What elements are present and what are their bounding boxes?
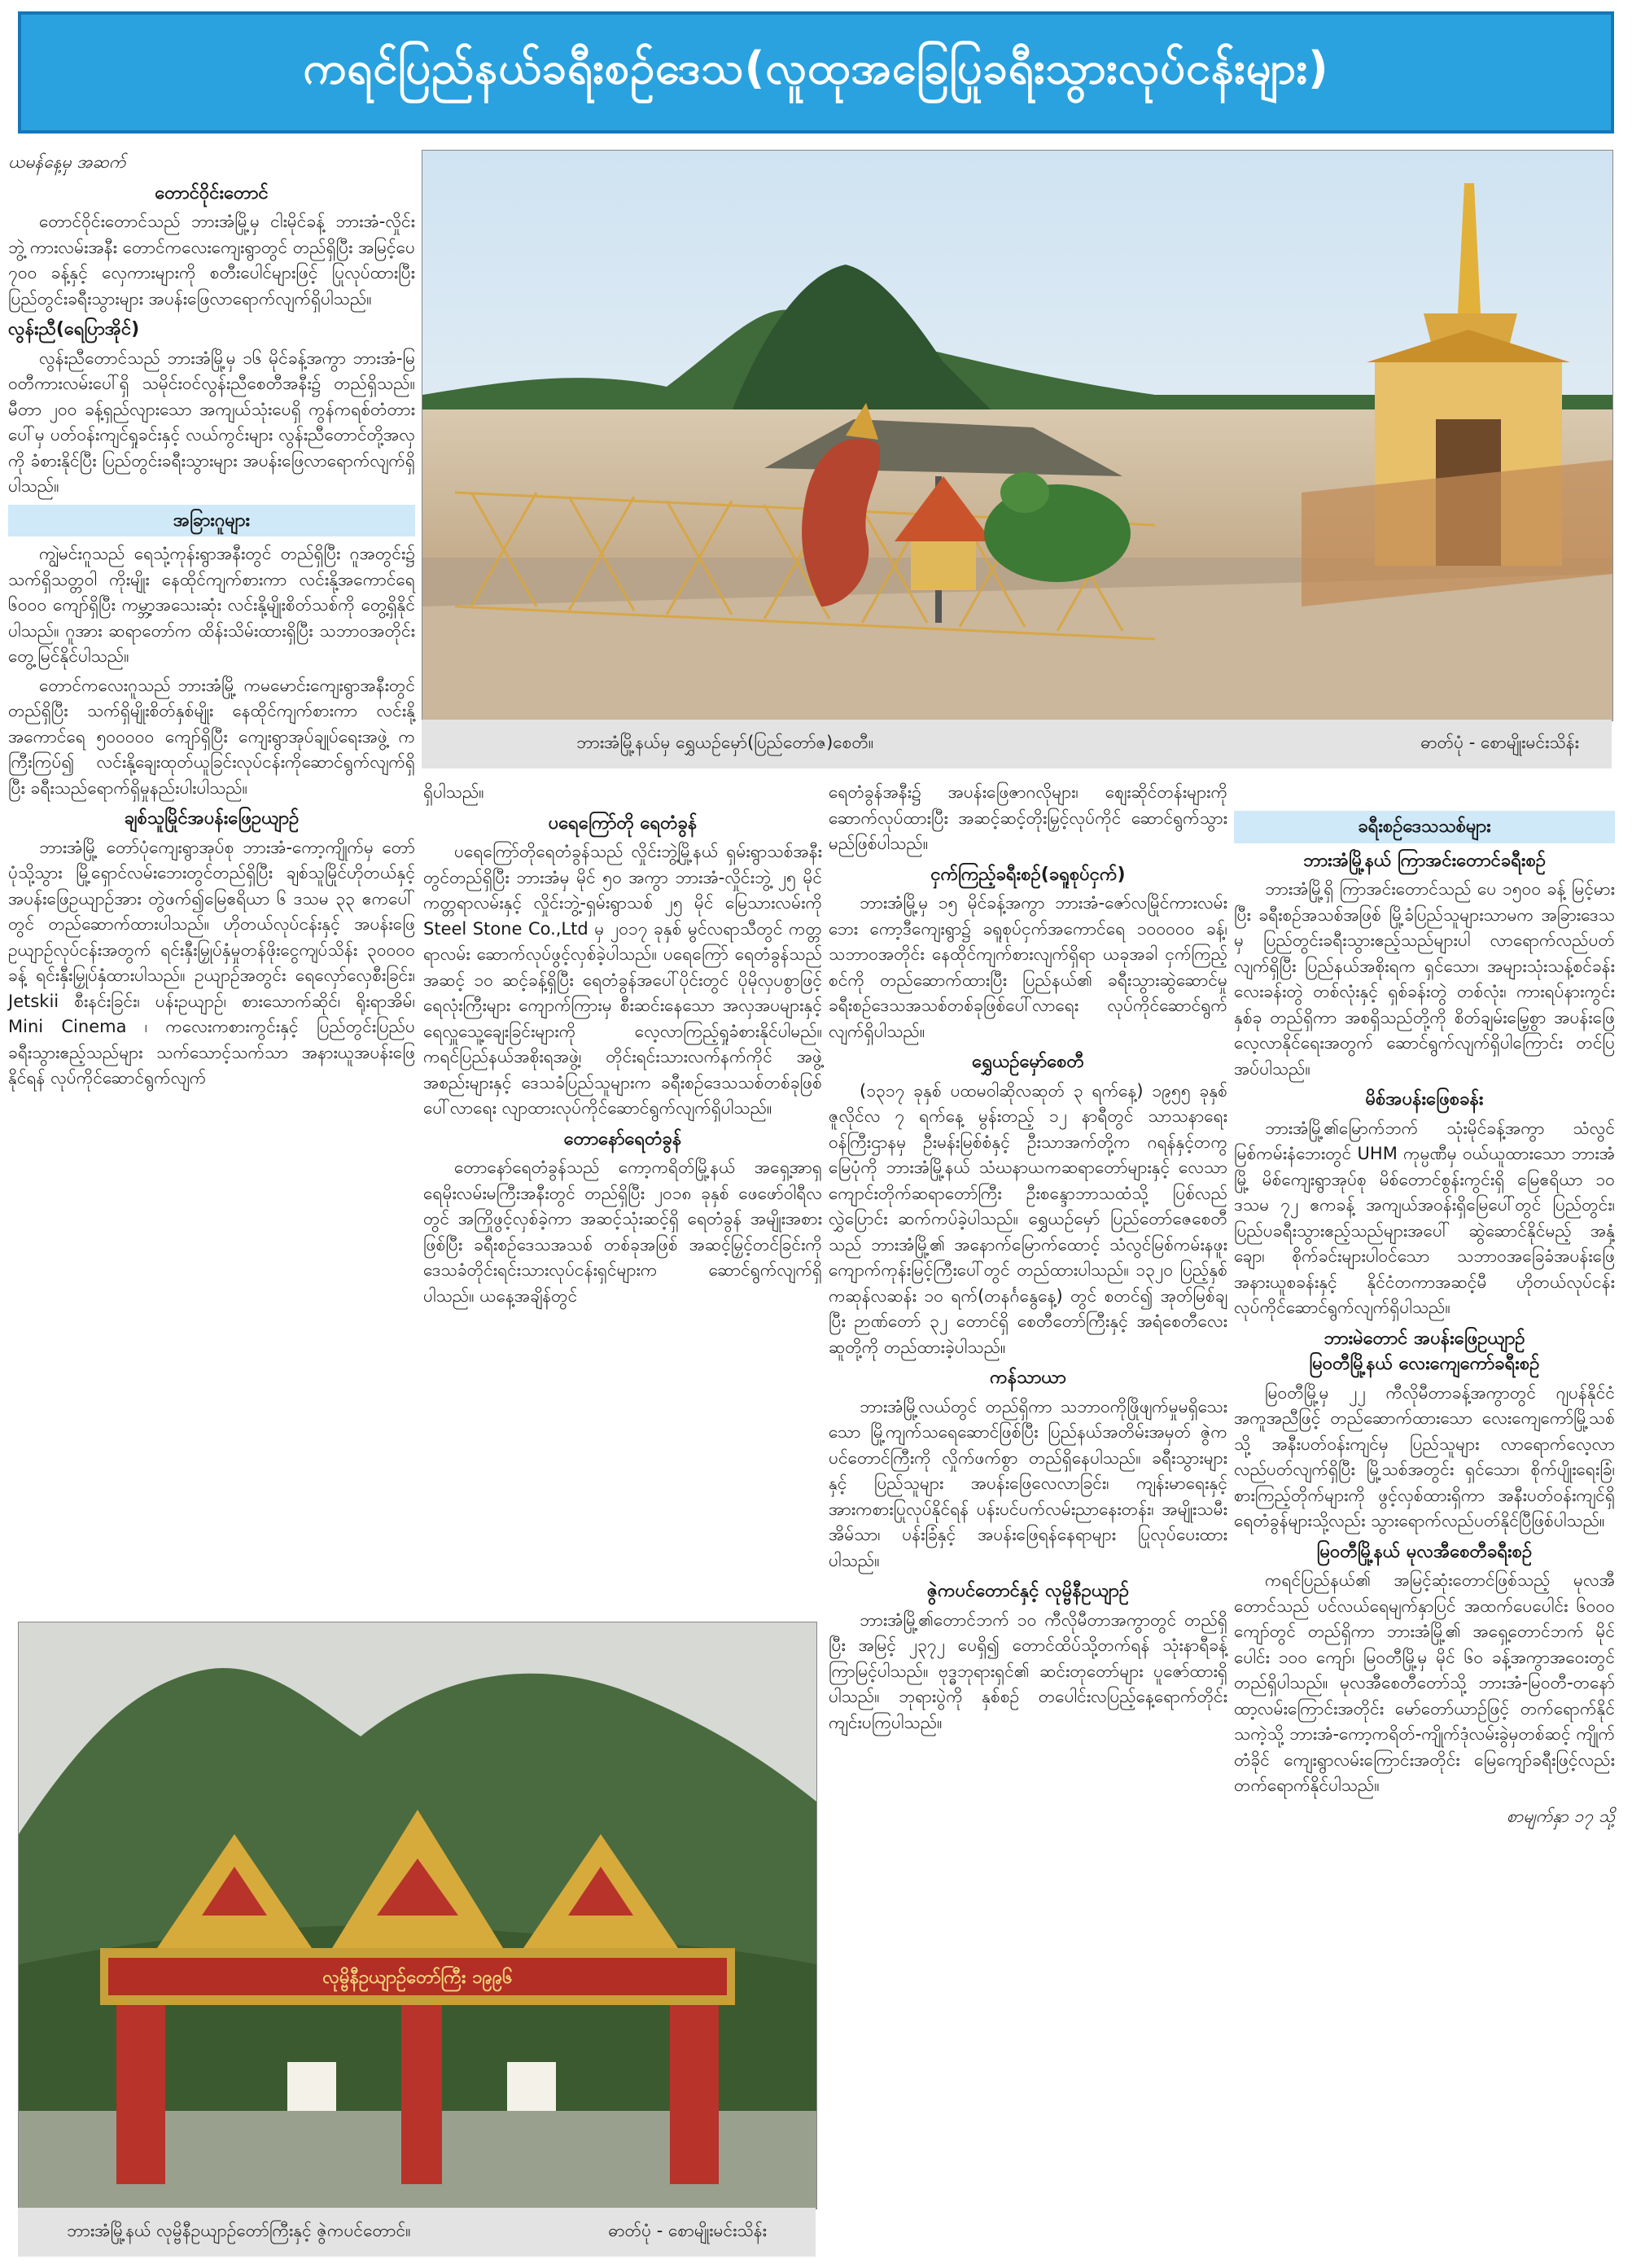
- paragraph: လွန်းညီတောင်သည် ဘားအံမြို့မှ ၁၆ မိုင်ခန့်အကွာ ဘားအံ-မြဝတီကားလမ်းပေါ်ရှိ သမိုင်းဝင်လွန်းညီစေတီအနီး၌ တည်ရှိသည်။ မီတာ ၂၀၀ ခန့်ရှည်လျားသော အကျယ်သုံးပေရှိ ကွန်ကရစ်တံတားပေါ်မှ ပတ်ဝန်းကျင်ရှုခင်းနှင့် လယ်ကွင်းများ လွန်းညီတောင်တို့အလှကို ခံစားနိုင်ပြီး ပြည်တွင်းခရီးသွားများ အပန်းဖြေလာရောက်လျက်ရှိပါသည်။: [8, 348, 415, 496]
- heading-myit: မိစ်အပန်းဖြေစခန်း: [1365, 1089, 1484, 1110]
- paragraph: ရေတံခွန်အနီး၌ အပန်းဖြေဇာဂလိုများ၊ စျေးဆိုင်တန်းများကို ဆောက်လုပ်ထားပြီး အဆင့်ဆင့်တိုးမြှင့်လုပ်ကိုင် ဆောင်ရွက်သွားမည်ဖြစ်ပါသည်။: [829, 782, 1227, 853]
- heading-zwe: ဇွဲကပင်တောင်နှင့် လုမ္ဗိနီဥယျာဉ်: [926, 1581, 1130, 1601]
- heading-kyon: ဘားအံမြို့နယ် ကြာအင်းတောင်ခရီးစဉ်: [1302, 850, 1547, 871]
- gate-sign-text: လုမ္ဗိနီဥယျာဉ်တော်ကြီး ၁၉၉၆: [322, 1968, 513, 1988]
- heading-shwe: ရွှေယဉ်မှော်စေတီ: [972, 1052, 1084, 1072]
- bottom-photo-caption: ဘားအံမြို့နယ် လုမ္ဗိနီဥယျာဉ်တော်ကြီးနှင့် ဇွဲကပင်တောင်။: [67, 2220, 411, 2240]
- column-4: [1234, 806, 1615, 1832]
- top-photo-credit: ဓာတ်ပုံ - စောမျိုးမင်းသိန်း: [1420, 732, 1579, 752]
- lumbini-gate-image: [19, 1622, 816, 2209]
- paragraph: တောင်ကလေးဂူသည် ဘားအံမြို့ ကမမောင်းကျေးရွာအနီးတွင် တည်ရှိပြီး သက်ရှိမျိုးစိတ်နှစ်မျိုး နေထိုင်ကျက်စားကာ လင်းနို့အကောင်ရေ ၅၀၀၀၀၀ ကျော်ရှိပြီး ကျေးရွာအုပ်ချုပ်ရေးအဖွဲ့ ကကြီးကြပ်၍ လင်းနို့ချေးထုတ်ယူခြင်းလုပ်ငန်းကိုဆောင်ရွက်လျက်ရှိပြီး ခရီးသည်ရောက်ရှိမှုနည်းပါးပါသည်။: [8, 675, 415, 798]
- paragraph: ရှိပါသည်။: [423, 782, 484, 802]
- heading-mula: မြဝတီမြို့နယ် မုလအီစေတီခရီးစဉ်: [1316, 1541, 1533, 1562]
- column-3: [829, 780, 1227, 1739]
- heading-caves: အခြားဂူများ: [8, 505, 415, 537]
- column-1: [8, 150, 415, 1095]
- paragraph: ဘားအံမြို့၏မြောက်ဘက် သုံးမိုင်ခန့်အကွာ သံလွင်မြစ်ကမ်းနံဘေးတွင် UHM ကုမ္ပဏီမှ ဝယ်ယူထားသော ဘားအံမြို့ မိစ်ကျေးရွာအုပ်စု မိစ်တောင်စွန်းကွင်းရှိ မြေဧရိယာ ၁၀ ဒသမ ၇၂ ဧကခန့် အကျယ်အဝန်းရှိမြေပေါ်တွင် ပြည်တွင်း၊ ပြည်ပခရီးသွားဧည့်သည်များအပေါ် ဆွဲဆောင်နိုင်မည့် အနှံ့ချော၊ စိုက်ခင်းများပါဝင်သော သဘာဝအခြေခံအပန်းဖြေအနားယူစခန်းနှင့် နိုင်ငံတကာအဆင့်မီ ဟိုတယ်လုပ်ငန်း လုပ်ကိုင်ဆောင်ရွက်လျက်ရှိပါသည်။: [1234, 1118, 1615, 1317]
- bottom-photo-credit: ဓာတ်ပုံ - စောမျိုးမင်းသိန်း: [608, 2220, 767, 2240]
- paragraph: (၁၃၁၇ ခုနှစ် ပထမဝါဆိုလဆုတ် ၃ ရက်နေ့) ၁၉၅၅ ခုနှစ် ဇူလိုင်လ ၇ ရက်နေ့ မွန်းတည့် ၁၂ နာရီတွင် သာသနာရေးဝန်ကြီးဌာနမှ ဦးမန်းမြစ်စံနှင့် ဦးသာအက်တို့က ဂရန်နှင့်တကွ မြေပုံကို ဘားအံမြို့နယ် သံဃနာယကဆရာတော်များနှင့် လေသာကျောင်းတိုက်ဆရာတော်ကြီး ဦးစန္ဒောဘာသထံသို့ ပြစ်လည်လွှဲပြောင်း ဆက်ကပ်ခဲ့ပါသည်။ ရွှေယဉ်မှော် ပြည်တော်ဇေစေတီသည် ဘားအံမြို့၏ အနောက်မြောက်ထောင့် သံလွင်မြစ်ကမ်းနဖူး ကျောက်ကုန်းမြင့်ကြီးပေါ်တွင် တည်ထားပါသည်။ ၁၃၂၀ ပြည့်နှစ် ကဆုန်လဆန်း ၁၀ ရက်(တနင်္ဂနွေနေ့) တွင် စတင်၍ အုတ်မြစ်ချပြီး ဉာဏ်တော် ၃၂ တောင်ရှိ စေတီတော်ကြီးနှင့် အရံစေတီလေးဆူတို့ကို တည်ထားခဲ့ပါသည်။: [829, 1080, 1227, 1357]
- heading-taungwaing: တောင်ဝိုင်းတောင်: [155, 182, 269, 204]
- bottom-photo: [18, 1622, 817, 2209]
- continued-on-page: စာမျက်နှာ ၁၇ သို့: [1506, 1806, 1615, 1826]
- paragraph: ဘားအံမြို့မှ ၁၅ မိုင်ခန့်အကွာ ဘားအံ-ဇော်လမြိုင်ကားလမ်းဘေး ကော့ဒီကျေးရွာ၌ ခရူစုပ်ငှက်အကောင်ရေ ၁၀၀၀၀၀ ခန့်၊ သဘာဝအတိုင်း နေထိုင်ကျက်စားလျက်ရှိရာ ယခုအခါ ငှက်ကြည့်စင်ကို တည်ဆောက်ထားပြီး ပြည်နယ်၏ ခရီးသွားဆွဲဆောင်မှု ခရီးစဉ်ဒေသအသစ်တစ်ခုဖြစ်ပေါ်လာရေး လုပ်ကိုင်ဆောင်ရွက်လျက်ရှိပါသည်။: [829, 893, 1227, 1041]
- paragraph: ပရေကြော်တိုရေတံခွန်သည် လှိုင်းဘွဲ့မြို့နယ် ရှမ်းရွာသစ်အနီးတွင်တည်ရှိပြီး ဘားအံမှ မိုင် ၅၀ အကွာ ဘားအံ-လှိုင်းဘွဲ့ ၂၅ မိုင် ကတ္တရာလမ်းနှင့် လှိုင်းဘွဲ့-ရှမ်းရွာသစ် ၂၅ မိုင် မြေသားလမ်းကို Steel Stone Co.,Ltd မှ ၂၀၁၇ ခုနှစ် မွင်လရာသီတွင် ကတ္တရာလမ်း ဆောက်လုပ်ဖွင့်လှစ်ခဲ့ပါသည်။ ပရေကြော် ရေတံခွန်သည် အဆင့် ၁၀ ဆင့်ခန့်ရှိပြီး ရေတံခွန်အပေါ်ပိုင်းတွင် ပိုမိုလှပစွာဖြင့် ရေလုံးကြီးများ ကျောက်ကြားမှ စီးဆင်းနေသော အလှအပများနှင့် ရေလှူသေူ့ချေးခြင်းများကို လေ့လာကြည့်ရှုခံစားနိုင်ပါမည်။ ကရင်ပြည်နယ်အစိုးရအဖွဲ့၊ တိုင်းရင်းသားလက်နက်ကိုင် အဖွဲ့အစည်းများနှင့် ဒေသခံပြည်သူများက ခရီးစဉ်ဒေသသစ်တစ်ခုဖြစ်ပေါ်လာရေး လျာထားလုပ်ကိုင်ဆောင်ရွက်လျက်ရှိပါသည်။: [423, 842, 822, 1118]
- top-photo: [422, 150, 1613, 721]
- paragraph: ဘားအံမြို့ရှိ ကြာအင်းတောင်သည် ပေ ၁၅၀၀ ခန့် မြင့်မားပြီး ခရီးစဉ်အသစ်အဖြစ် မြို့ခံပြည်သူများသာမက အခြားဒေသမှ ပြည်တွင်းခရီးသွားဧည့်သည်များပါ လာရောက်လည်ပတ်လျက်ရှိပြီး ပြည်နယ်အစိုးရက ရှင်သော၊ အများသုံးသန့်စင်ခန်း လေးခန်းတွဲ တစ်လုံးနှင့် ရှစ်ခန်းတွဲ တစ်လုံး၊ ကားရပ်နားကွင်း နှစ်ခု တည်ရှိကာ အစရှိသည်တို့ကို စိတ်ချမ်းမြေ့စွာ အပန်းဖြေလေ့လာနိုင်ရေးအတွက် ဆောင်ရွက်လျက်ရှိပါကြောင်း တင်ပြအပ်ပါသည်။: [1234, 879, 1615, 1079]
- heading-kyaik: ငှက်ကြည့်ခရီးစဉ်(ခရူစုပ်ငှက်): [930, 864, 1126, 885]
- heading-new-destinations: ခရီးစဉ်ဒေသသစ်များ: [1234, 811, 1615, 843]
- heading-kyaut: ချစ်သူမြိုင်အပန်းဖြေဥယျာဉ်: [124, 808, 300, 829]
- paragraph: မြဝတီမြို့မှ ၂၂ ကီလိုမီတာခန့်အကွာတွင် ဂျပန်နိုင်ငံ အကူအညီဖြင့် တည်ဆောက်ထားသော လေးကျေကော်မြို့သစ်သို့ အနီးပတ်ဝန်းကျင်မှ ပြည်သူများ လာရောက်လေ့လာလည်ပတ်လျက်ရှိပြီး မြို့သစ်အတွင်း ရှင်သော၊ စိုက်ပျိုးရေးခြံ၊ စားကြည့်တိုက်များကို ဖွင့်လှစ်ထားရှိကာ အနီးပတ်ဝန်းကျင်ရှိ ရေတံခွန်များသို့လည်း သွားရောက်လည်ပတ်နိုင်ပြီဖြစ်ပါသည်။: [1234, 1382, 1615, 1530]
- pagoda-river-image: [422, 151, 1612, 720]
- top-photo-caption-bar: [422, 720, 1612, 768]
- paragraph: တောင်ဝိုင်းတောင်သည် ဘားအံမြို့မှ ငါးမိုင်ခန့် ဘားအံ-လှိုင်းဘွဲ့ ကားလမ်းအနီး တောင်ကလေးကျေးရွာတွင် တည်ရှိပြီး အမြင့်ပေ ၇၀၀ ခန့်နှင့် လှေကားများကို စတီးပေါင်များဖြင့် ပြုလုပ်ထားပြီး ပြည်တွင်းခရီးသွားများ အပန်းဖြေလာရောက်လျက်ရှိပါသည်။: [8, 212, 415, 309]
- paragraph: ကရင်ပြည်နယ်၏ အမြင့်ဆုံးတောင်ဖြစ်သည့် မုလအီတောင်သည် ပင်လယ်ရေမျက်နှာပြင် အထက်ပေပေါင်း ၆၀၀၀ ကျော်တွင် တည်ရှိကာ ဘားအံမြို့၏ အရှေ့တောင်ဘက် မိုင်ပေါင်း ၁၀၀ ကျော်၊ မြဝတီမြို့မှ မိုင် ၆၀ ခန့်အကွာအဝေးတွင် တည်ရှိပါသည်။ မုလအီစေတီတော်သို့ ဘားအံ-မြဝတီ-တနော်ထာ့လမ်းကြောင်းအတိုင်း မော်တော်ယာဉ်ဖြင့် တက်ရောက်နိုင်သကဲ့သို့ ဘားအံ-ကော့ကရိတ်-ကျိုက်ဒုံလမ်းခွဲမှတစ်ဆင့် ကျိုက်တံခိုင် ကျေးရွာလမ်းကြောင်းအတိုင်း မြေကျော်ခရီးဖြင့်လည်း တက်ရောက်နိုင်ပါသည်။: [1234, 1570, 1615, 1795]
- continued-byline: ယမန်နေ့မှ အဆက်: [8, 152, 126, 172]
- heading-bamei-sub: မြဝတီမြို့နယ် လေးကျေကော်ခရီးစဉ်: [1309, 1354, 1540, 1374]
- paragraph: ဘားအံမြို့ တော်ပုံကျေးရွာအုပ်စု ဘားအံ-ကော့ကျိုက်မှ တော်ပုံသို့သွား မြို့ရှောင်လမ်းဘေးတွင်တည်ရှိပြီး ချစ်သူမြိုင်ဟိုတယ်နှင့် အပန်းဖြေဥယျာဉ်အား တွဲဖက်၍မြေဧရိယာ ၆ ဒသမ ၃၃ ဧကပေါ်တွင် တည်ဆောက်ထားပါသည်။ ဟိုတယ်လုပ်ငန်းနှင့် အပန်းဖြေဥယျာဉ်လုပ်ငန်းအတွက် ရင်းနှီးမြှုပ်နှံမှုတန်ဖိုးငွေကျပ်သိန်း ၃၀၀၀၀ ခန့် ရင်းနှီးမြှုပ်နှံထားပါသည်။ ဥယျာဉ်အတွင်း ရေလှော်လှေစီးခြင်း၊ Jetskii စီးနင်းခြင်း၊ ပန်းဥယျာဉ်၊ စားသောက်ဆိုင်၊ ရိုးရာအိမ်၊ Mini Cinema ၊ ကလေးကစားကွင်းနှင့် ပြည်တွင်းပြည်ပခရီးသွားဧည့်သည်များ သက်သောင့်သက်သာ အနားယူအပန်းဖြေနိုင်ရန် လုပ်ကိုင်ဆောင်ရွက်လျက်: [8, 837, 415, 1088]
- column-2: [423, 780, 822, 1312]
- top-photo-caption: ဘားအံမြို့နယ်မှ ရွှေယဉ်မှော်(ပြည်တော်ဇ)စေတီ။: [576, 732, 874, 752]
- page-title: ကရင်ပြည်နယ်ခရီးစဉ်ဒေသ(လူထုအခြေပြုခရီးသွားလုပ်ငန်းများ): [303, 42, 1329, 94]
- paragraph: တောနော်ရေတံခွန်သည် ကော့ကရိတ်မြို့နယ် အရှေ့အာရှရေမိုးလမ်းမကြီးအနီးတွင် တည်ရှိပြီး ၂၀၁၈ ခုနှစ် ဖေဖော်ဝါရီလတွင် အကြိုဖွင့်လှစ်ခဲ့ကာ အဆင့်သုံးဆင့်ရှိ ရေတံခွန် အမျိုးအစားဖြစ်ပြီး ခရီးစဉ်ဒေသအသစ် တစ်ခုအဖြစ် အဆင့်မြှင့်တင်ခြင်းကို ဒေသခံတိုင်းရင်းသားလုပ်ငန်းရှင်များက ဆောင်ရွက်လျက်ရှိပါသည်။ ယနေ့အချိန်တွင်: [423, 1158, 822, 1306]
- title-banner: [18, 11, 1614, 134]
- bottom-photo-caption-bar: [18, 2208, 816, 2257]
- paragraph: ကျွဲမင်းဂူသည် ရေသုံ့ကုန်းရွာအနီးတွင် တည်ရှိပြီး ဂူအတွင်း၌ သက်ရှိသတ္တဝါ ကိုးမျိုး နေထိုင်ကျက်စားကာ လင်းနို့အကောင်ရေ ၆၀၀၀ ကျော်ရှိပြီး ကမ္ဘာ့အသေးဆုံး လင်းနို့မျိုးစိတ်သစ်ကို တွေ့ရှိနိုင်ပါသည်။ ဂူအား ဆရာတော်က ထိန်းသိမ်းထားရှိပြီး သဘာဝအတိုင်း တွေ့မြင်နိုင်ပါသည်။: [8, 544, 415, 666]
- paragraph: ဘားအံမြို့လယ်တွင် တည်ရှိကာ သဘာဝကိုဖြိုဖျက်မှုမရှိသေးသော မြို့ကျက်သရေဆောင်ဖြစ်ပြီး ပြည်နယ်အတိမ်းအမှတ် ဇွဲကပင်တောင်ကြီးကို လှိုက်ဖက်စွာ တည်ရှိနေပါသည်။ ခရီးသွားများနှင့် ပြည်သူများ အပန်းဖြေလေလာခြင်း၊ ကျန်းမာရေးနှင့် အားကစားပြုလုပ်နိုင်ရန် ပန်းပင်ပက်လမ်းညာနေးတန်း၊ အမျိုးသမီးအိမ်သာ၊ ပန်းခြံနှင့် အပန်းဖြေရန်နေရာများ ပြုလုပ်ပေးထားပါသည်။: [829, 1396, 1227, 1570]
- heading-kan: ကန်သာယာ: [990, 1368, 1066, 1388]
- paragraph: ဘားအံမြို့၏တောင်ဘက် ၁၀ ကီလိုမီတာအကွာတွင် တည်ရှိပြီး အမြင့် ၂၃၇၂ ပေရှိ၍ တောင်ထိပ်သို့တက်ရန် သုံးနာရီခန့်ကြာမြင့်ပါသည်။ ဗုဒ္ဓဘုရားရှင်၏ ဆင်းတုတော်များ ပူဇော်ထားရှိပါသည်။ ဘုရားပွဲကို နှစ်စဉ် တပေါင်းလပြည့်နေ့ရောက်တိုင်း ကျင်းပကြပါသည်။: [829, 1609, 1227, 1732]
- heading-bamei: ဘားမဲတောင် အပန်းဖြေဥယျာဉ်: [1324, 1328, 1525, 1349]
- heading-lunnyi: လွန်းညီ(ရေပြာအိုင်): [8, 319, 140, 339]
- heading-paya: ပရေကြော်တို ရေတံခွန်: [548, 812, 698, 834]
- heading-taunay: တောနော်ရေတံခွန်: [563, 1128, 682, 1149]
